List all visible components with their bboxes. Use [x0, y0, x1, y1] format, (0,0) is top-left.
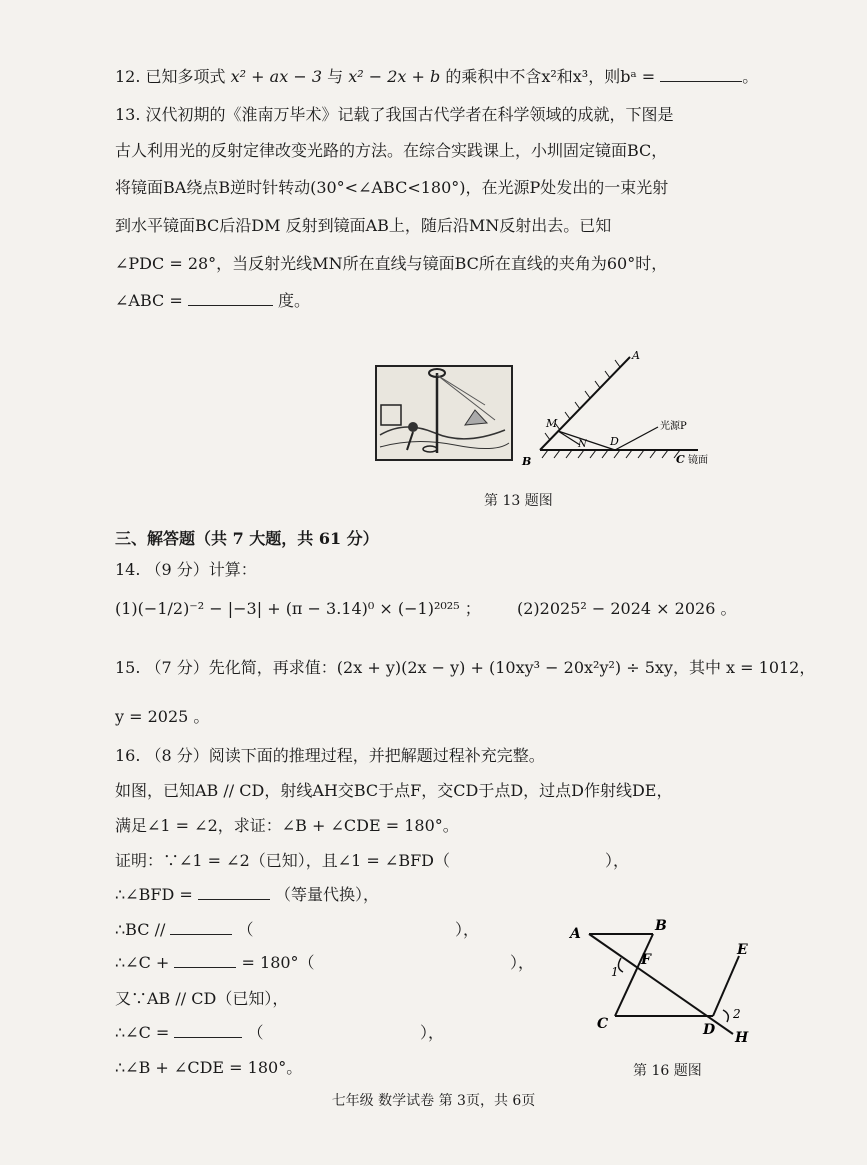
q16-caption: 第 16 题图	[633, 1063, 702, 1079]
label-C: C	[676, 453, 685, 466]
q14-part-1: (1)(−1/2)⁻² − |−3| + (π − 3.14)⁰ × (−1)²⁰²⁵ ；	[115, 599, 481, 618]
ancient-mirror-picture	[375, 365, 513, 461]
page-footer: 七年级 数学试卷 第 3页，共 6页	[331, 1093, 536, 1109]
q13-line-6: ∠ABC = 度。	[115, 291, 310, 310]
q16-title: 16. （8 分）阅读下面的推理过程，并把解题过程补充完整。	[115, 746, 545, 765]
fig16-label-D: D	[703, 1022, 716, 1038]
q16-step-4-end: ），	[510, 953, 535, 972]
fig16-label-C: C	[597, 1016, 609, 1032]
q13-line-2: 古人利用光的反射定律改变光路的方法。在综合实践课上，小圳固定镜面BC，	[115, 141, 668, 160]
label-M: M	[546, 417, 558, 430]
q13-mirror-figure	[518, 345, 718, 470]
label-source: 光源P	[660, 421, 687, 432]
q15-line-2: y = 2025 。	[115, 707, 210, 726]
q16-step-5: 又∵AB // CD（已知），	[115, 989, 289, 1008]
q16-step-6: ∴∠C = （	[115, 1023, 264, 1042]
fig16-label-A: A	[570, 926, 581, 942]
label-N: N	[578, 439, 587, 450]
fig16-angle-1: 1	[611, 965, 619, 979]
q16-step-4: ∴∠C + = 180°（	[115, 953, 315, 972]
q12-line: 12. 已知多项式 x² + ax − 3 与 x² − 2x + b 的乘积中不含x²和x³，则bᵃ = 。	[115, 67, 759, 86]
q16-blank-4[interactable]	[174, 967, 236, 968]
fig16-label-E: E	[737, 942, 748, 958]
q13-line-3: 将镜面BA绕点B逆时针转动(30°<∠ABC<180°)，在光源P处发出的一束光射	[115, 178, 669, 197]
q16-given-1: 如图，已知AB // CD，射线AH交BC于点F，交CD于点D，过点D作射线DE，	[115, 781, 673, 800]
fig16-angle-2: 2	[733, 1007, 741, 1021]
q15-line-1: 15. （7 分）先化简，再求值：(2x + y)(2x − y) + (10xy³ − 20x²y²) ÷ 5xy，其中 x = 1012，	[115, 658, 816, 677]
q14-part-2: (2)2025² − 2024 × 2026 。	[517, 599, 737, 618]
label-B: B	[522, 455, 532, 468]
q16-step-2: ∴∠BFD = （等量代换），	[115, 885, 379, 904]
q16-given-2: 满足∠1 = ∠2，求证：∠B + ∠CDE = 180°。	[115, 816, 459, 835]
q16-step-7: ∴∠B + ∠CDE = 180°。	[115, 1058, 303, 1077]
q16-blank-6[interactable]	[174, 1037, 242, 1038]
q16-step-1: 证明：∵∠1 = ∠2（已知），且∠1 = ∠BFD（	[115, 851, 451, 870]
label-A: A	[632, 349, 640, 362]
section-3-heading: 三、解答题（共 7 大题，共 61 分）	[115, 529, 379, 548]
q16-blank-3[interactable]	[170, 934, 232, 935]
q16-step-3-end: ），	[455, 920, 480, 939]
q13-line-5: ∠PDC = 28°，当反射光线MN所在直线与镜面BC所在直线的夹角为60°时，	[115, 254, 668, 273]
q16-figure	[565, 918, 765, 1048]
q12-answer-blank[interactable]	[660, 81, 742, 82]
q16-step-6-end: ），	[420, 1023, 445, 1042]
q16-blank-2[interactable]	[198, 899, 270, 900]
q16-step-1-end: ），	[605, 851, 630, 870]
fig16-label-H: H	[735, 1030, 749, 1046]
q14-title: 14. （9 分）计算：	[115, 560, 257, 579]
fig16-label-B: B	[655, 918, 667, 934]
q13-line-1: 13. 汉代初期的《淮南万毕术》记载了我国古代学者在科学领域的成就，下图是	[115, 105, 674, 124]
label-mirror: 镜面	[688, 455, 708, 466]
q13-caption: 第 13 题图	[484, 493, 553, 509]
label-D: D	[610, 435, 619, 448]
q13-line-4: 到水平镜面BC后沿DM 反射到镜面AB上，随后沿MN反射出去。已知	[115, 216, 612, 235]
q13-answer-blank[interactable]	[188, 305, 273, 306]
fig16-label-F: F	[641, 952, 651, 968]
q16-step-3: ∴BC // （	[115, 920, 254, 939]
